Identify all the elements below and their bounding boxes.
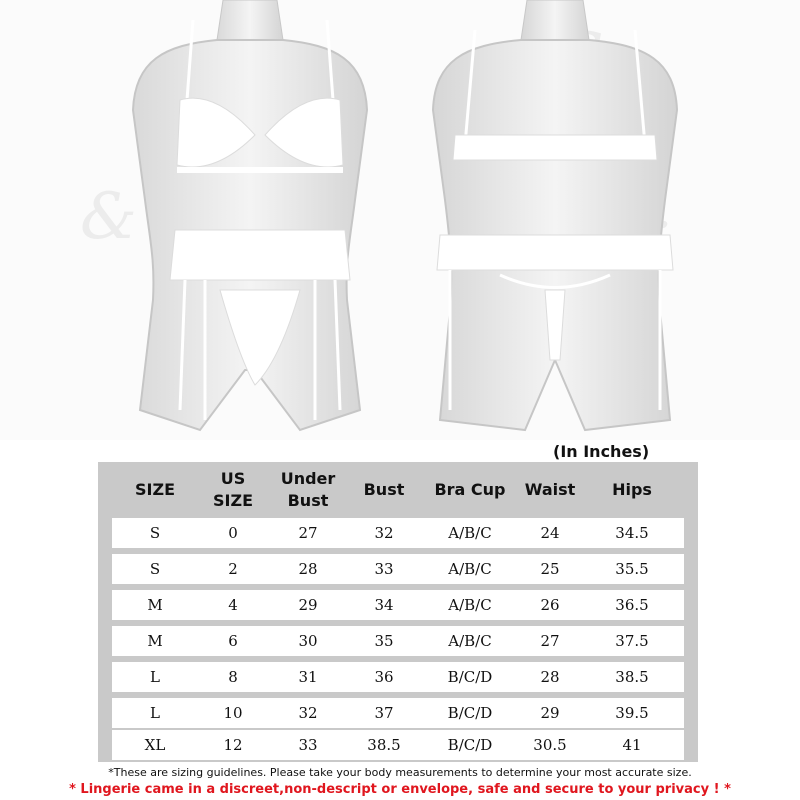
- cell-bust: 34: [374, 596, 394, 614]
- cell-us-size: 8: [228, 668, 238, 686]
- cell-hips: 38.5: [615, 668, 649, 686]
- cell-us-size: 4: [228, 596, 238, 614]
- cell-under-bust: 29: [298, 596, 318, 614]
- unit-label: (In Inches): [553, 442, 650, 461]
- cell-under-bust: 31: [298, 668, 318, 686]
- cell-bra-cup: B/C/D: [447, 736, 493, 754]
- cell-waist: 30.5: [533, 736, 567, 754]
- cell-under-bust: 33: [298, 736, 318, 754]
- cell-bust: 36: [374, 668, 394, 686]
- column-header-bra-cup: Bra Cup: [434, 480, 506, 499]
- cell-bra-cup: B/C/D: [447, 668, 493, 686]
- cell-size: S: [149, 524, 161, 542]
- cell-bra-cup: A/B/C: [448, 524, 492, 542]
- column-header-under-bust: Under Bust: [280, 469, 336, 510]
- front-view-photo: [105, 0, 395, 440]
- cell-bra-cup: A/B/C: [448, 596, 492, 614]
- cell-waist: 26: [540, 596, 560, 614]
- cell-size: M: [147, 596, 163, 614]
- table-row: [112, 626, 684, 656]
- cell-hips: 34.5: [615, 524, 649, 542]
- cell-waist: 28: [540, 668, 560, 686]
- cell-under-bust: 32: [298, 704, 318, 722]
- cell-bra-cup: A/B/C: [448, 632, 492, 650]
- cell-hips: 37.5: [615, 632, 649, 650]
- cell-size: S: [149, 560, 161, 578]
- cell-bust: 37: [374, 704, 394, 722]
- cell-waist: 27: [540, 632, 560, 650]
- table-row: [112, 662, 684, 692]
- cell-bust: 35: [374, 632, 394, 650]
- cell-us-size: 10: [223, 704, 243, 722]
- cell-size: L: [150, 704, 160, 722]
- cell-size: XL: [144, 736, 166, 754]
- cell-size: L: [150, 668, 160, 686]
- column-header-bust: Bust: [363, 480, 405, 499]
- cell-bust: 38.5: [367, 736, 401, 754]
- table-row: [112, 698, 684, 728]
- column-header-size: SIZE: [134, 480, 175, 499]
- back-view-photo: [405, 0, 705, 440]
- cell-bust: 32: [374, 524, 394, 542]
- cell-us-size: 6: [228, 632, 238, 650]
- cell-size: M: [147, 632, 163, 650]
- table-row: [112, 554, 684, 584]
- cell-bra-cup: A/B/C: [448, 560, 492, 578]
- column-header-us-size: US SIZE: [212, 469, 253, 510]
- column-header-waist: Waist: [524, 480, 576, 499]
- watermark-glyph: &: [80, 180, 137, 254]
- cell-hips: 39.5: [615, 704, 649, 722]
- table-row: [112, 590, 684, 620]
- shipping-privacy-note: * Lingerie came in a discreet,non-descript or envelope, safe and secure to your privacy ! *: [69, 782, 731, 797]
- cell-bra-cup: B/C/D: [447, 704, 493, 722]
- cell-under-bust: 28: [298, 560, 318, 578]
- column-header-hips: Hips: [612, 480, 652, 499]
- sizing-guideline-note: *These are sizing guidelines. Please take your body measurements to determine your most accurate size.: [108, 766, 692, 779]
- cell-us-size: 0: [228, 524, 238, 542]
- table-row: [112, 518, 684, 548]
- size-chart-table: [98, 462, 698, 762]
- cell-under-bust: 27: [298, 524, 318, 542]
- cell-hips: 41: [622, 736, 642, 754]
- cell-waist: 25: [540, 560, 560, 578]
- cell-us-size: 12: [223, 736, 243, 754]
- cell-bust: 33: [374, 560, 394, 578]
- cell-waist: 24: [540, 524, 560, 542]
- cell-under-bust: 30: [298, 632, 318, 650]
- cell-hips: 36.5: [615, 596, 649, 614]
- cell-hips: 35.5: [615, 560, 649, 578]
- table-row: [112, 730, 684, 760]
- cell-waist: 29: [540, 704, 560, 722]
- cell-us-size: 2: [228, 560, 238, 578]
